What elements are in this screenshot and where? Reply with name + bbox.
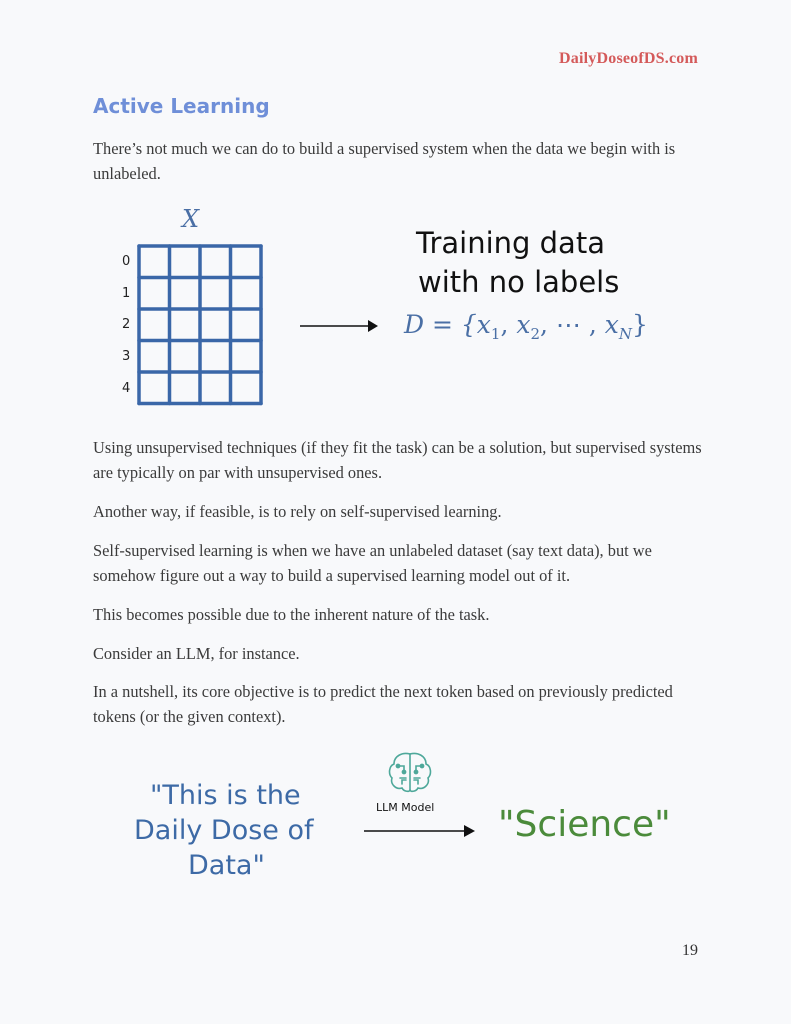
paragraph-6: Consider an LLM, for instance. bbox=[93, 644, 300, 663]
formula-xn: x bbox=[604, 310, 619, 339]
formula-x1-sub: 1 bbox=[490, 325, 501, 343]
paragraph-4: Self-supervised learning is when we have an unlabeled dataset (say text data), but we somehow figure out a way to build a supervised learning model out of it. bbox=[93, 541, 652, 585]
row-label: 0 bbox=[122, 254, 131, 269]
formula-prefix: D = { bbox=[404, 310, 477, 339]
brand-header: DailyDoseofDS.com bbox=[559, 50, 698, 67]
paragraph-3: Another way, if feasible, is to rely on self-supervised learning. bbox=[93, 502, 502, 521]
paragraph-5: This becomes possible due to the inherent nature of the task. bbox=[93, 605, 490, 624]
row-label: 2 bbox=[122, 317, 131, 332]
formula-suffix: } bbox=[632, 310, 648, 339]
row-label: 4 bbox=[122, 381, 131, 396]
arrow-right-icon bbox=[362, 823, 480, 839]
page-number: 19 bbox=[682, 942, 698, 959]
formula-x2-sub: 2 bbox=[530, 325, 541, 343]
formula-x1: x bbox=[476, 310, 491, 339]
dataset-formula: $D = \{x_1$, $x_2$, ⋯ , $x_N$} bbox=[404, 310, 648, 343]
arrow-right-icon bbox=[298, 318, 382, 334]
data-matrix-grid bbox=[136, 243, 266, 409]
formula-ellipsis: , ⋯ , bbox=[540, 310, 597, 339]
caption-line-1: Training data bbox=[416, 226, 605, 260]
paragraph-1: There’s not much we can do to build a supervised system when the data we begin with is unlabeled. bbox=[93, 139, 676, 183]
paragraph-2: Using unsupervised techniques (if they fit the task) can be a solution, but supervised systems are typically on par with unsupervised ones. bbox=[93, 438, 702, 482]
row-label: 1 bbox=[122, 286, 131, 301]
matrix-label: X bbox=[182, 205, 200, 233]
model-label: LLM Model bbox=[376, 801, 435, 814]
formula-xn-sub: N bbox=[618, 325, 632, 343]
input-line-1: "This is the bbox=[150, 780, 301, 811]
input-line-3: Data" bbox=[188, 850, 265, 881]
section-title: Active Learning bbox=[93, 94, 270, 118]
input-line-2: Daily Dose of bbox=[134, 815, 314, 846]
formula-x2: x bbox=[516, 310, 531, 339]
output-token: "Science" bbox=[498, 804, 671, 845]
caption-line-2: with no labels bbox=[418, 265, 620, 299]
brain-circuit-icon bbox=[386, 750, 434, 794]
paragraph-7: In a nutshell, its core objective is to predict the next token based on previously predicted tokens (or the given context). bbox=[93, 682, 673, 726]
row-label: 3 bbox=[122, 349, 131, 364]
